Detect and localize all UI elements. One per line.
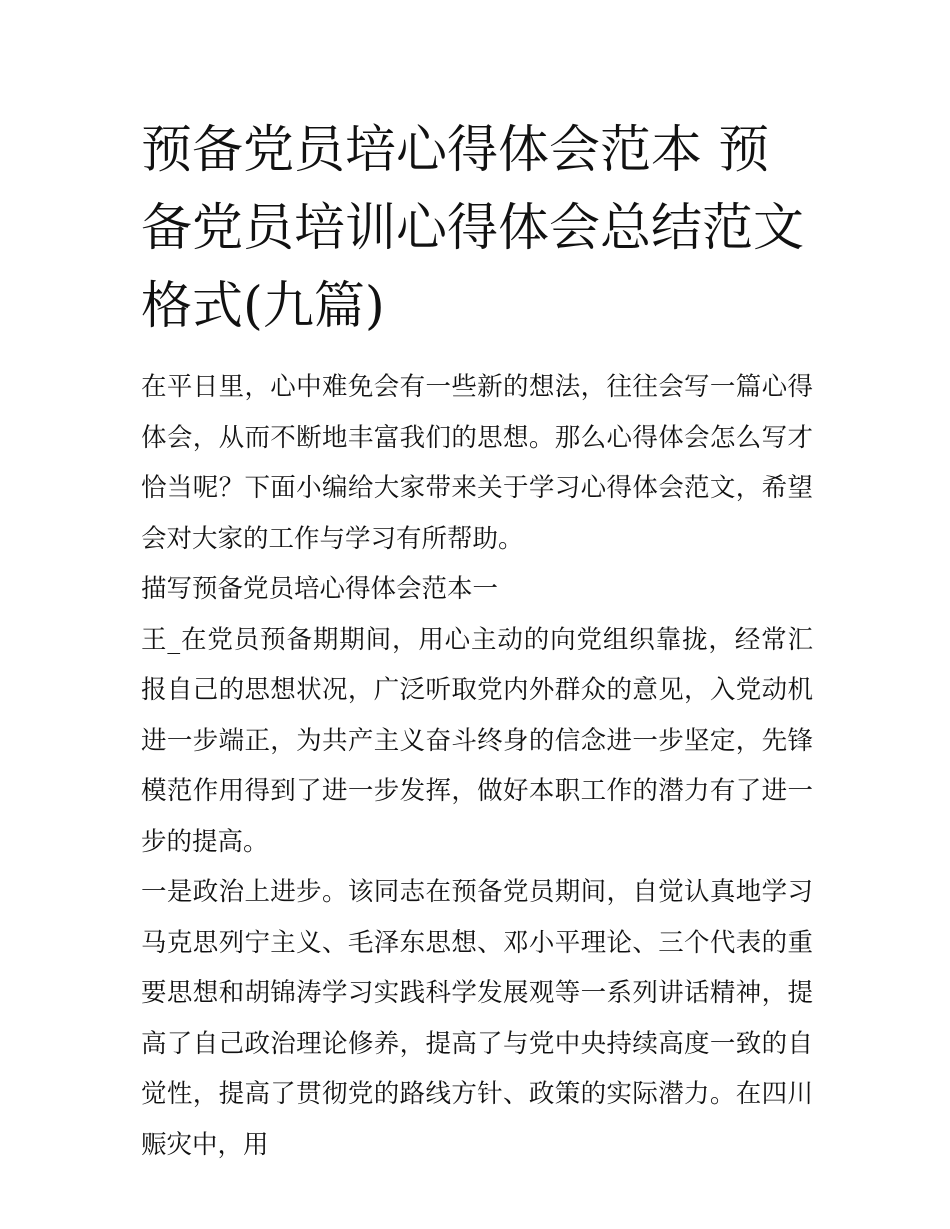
body-paragraph-2: 一是政治上进步。该同志在预备党员期间，自觉认真地学习马克思列宁主义、毛泽东思想、邓小平理论、三个代表的重要思想和胡锦涛学习实践科学发展观等一系列讲话精神，提高了自己政治理论修养，提高了与党中央持续高度一致的自觉性，提高了贯彻党的路线方针、政策的实际潜力。在四川赈灾中，用 (141, 877, 813, 1160)
document-title: 预备党员培心得体会范本 预备党员培训心得体会总结范文格式(九篇) (141, 121, 805, 336)
intro-paragraph: 在平日里，心中难免会有一些新的想法，往往会写一篇心得体会，从而不断地丰富我们的思想。那么心得体会怎么写才恰当呢？下面小编给大家带来关于学习心得体会范文，希望会对大家的工作与学习有所帮助。 (141, 372, 813, 554)
document-page (141, 112, 813, 1170)
body-paragraph-1: 王_在党员预备期期间，用心主动的向党组织靠拢，经常汇报自己的思想状况，广泛听取党内外群众的意见，入党动机进一步端正，为共产主义奋斗终身的信念进一步坚定，先锋模范作用得到了进一步发挥，做好本职工作的潜力有了进一步的提高。 (141, 624, 813, 857)
section-heading: 描写预备党员培心得体会范本一 (141, 574, 499, 604)
